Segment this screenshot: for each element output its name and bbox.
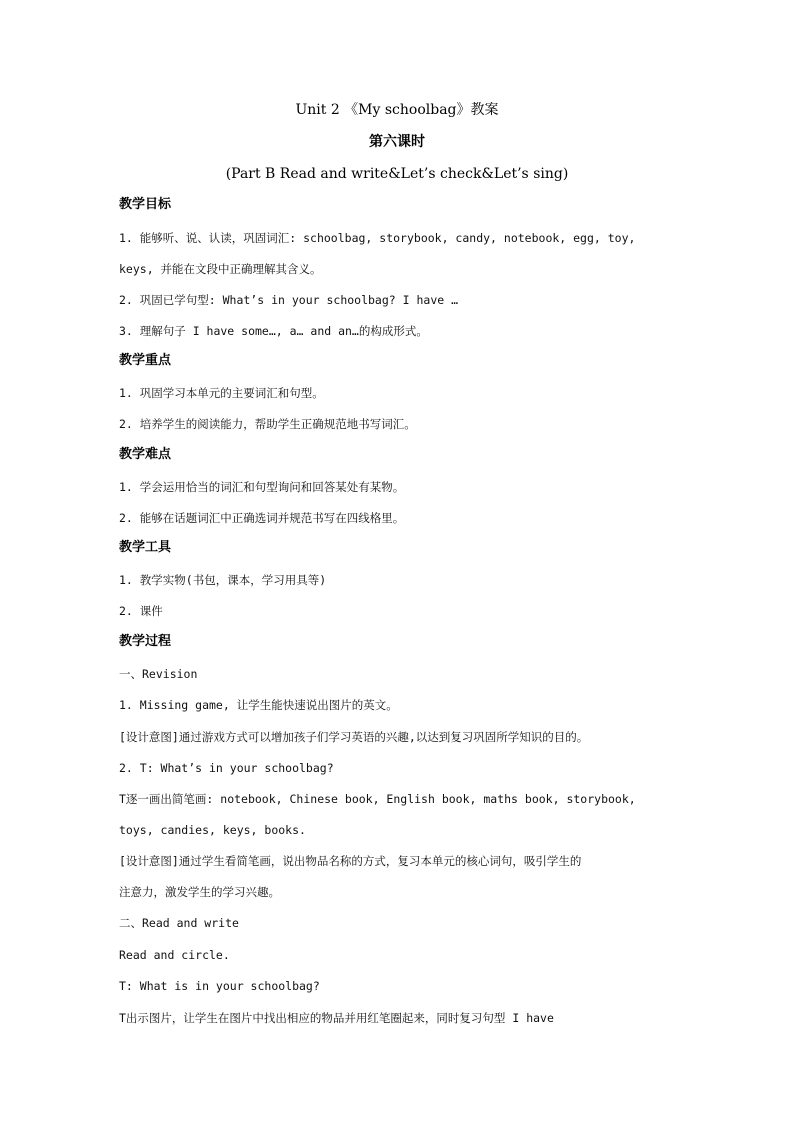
difficult-points-heading: 教学难点: [119, 447, 172, 462]
process-line: toys, candies, keys, books.: [119, 823, 306, 837]
process-line: 一、Revision: [119, 667, 198, 681]
goal-line: keys, 并能在文段中正确理解其含义。: [119, 262, 322, 276]
process-line: 2. T: What’s in your schoolbag?: [119, 761, 334, 775]
tool-line: 2. 课件: [119, 604, 163, 618]
document-title: Unit 2 《My schoolbag》教案: [295, 102, 499, 118]
lesson-label: 第六课时: [369, 134, 425, 150]
process-line: Read and circle.: [119, 948, 230, 962]
key-point-line: 2. 培养学生的阅读能力，帮助学生正确规范地书写词汇。: [119, 417, 416, 431]
goals-heading: 教学目标: [119, 197, 172, 212]
goal-line: 2. 巩固已学句型: What’s in your schoolbag? I have …: [119, 293, 459, 307]
part-subtitle: (Part B Read and write&Let’s check&Let’s sing): [225, 166, 569, 182]
process-line: 1. Missing game, 让学生能快速说出图片的英文。: [119, 698, 398, 712]
process-line: [设计意图]通过游戏方式可以增加孩子们学习英语的兴趣,以达到复习巩固所学知识的目的。: [119, 730, 589, 744]
process-line: 二、Read and write: [119, 916, 239, 930]
process-heading: 教学过程: [119, 634, 172, 649]
tools-heading: 教学工具: [119, 540, 172, 555]
key-point-line: 1. 巩固学习本单元的主要词汇和句型。: [119, 386, 324, 400]
process-line: 注意力，激发学生的学习兴趣。: [119, 885, 280, 899]
difficult-point-line: 1. 学会运用恰当的词汇和句型询问和回答某处有某物。: [119, 480, 405, 494]
goal-line: 3. 理解句子 I have some…, a… and an…的构成形式。: [119, 324, 428, 338]
key-points-heading: 教学重点: [119, 353, 172, 368]
process-line: T: What is in your schoolbag?: [119, 979, 320, 993]
tool-line: 1. 教学实物(书包，课本，学习用具等): [119, 573, 327, 587]
goal-line: 1. 能够听、说、认读，巩固词汇: schoolbag, storybook, candy, notebook, egg, toy,: [119, 231, 636, 245]
difficult-point-line: 2. 能够在话题词汇中正确选词并规范书写在四线格里。: [119, 511, 405, 525]
process-line: [设计意图]通过学生看简笔画，说出物品名称的方式，复习本单元的核心词句，吸引学生的: [119, 854, 582, 868]
process-line: T出示图片，让学生在图片中找出相应的物品并用红笔圈起来，同时复习句型 I have: [119, 1011, 554, 1025]
process-line: T逐一画出简笔画: notebook, Chinese book, English book, maths book, storybook,: [119, 792, 636, 806]
